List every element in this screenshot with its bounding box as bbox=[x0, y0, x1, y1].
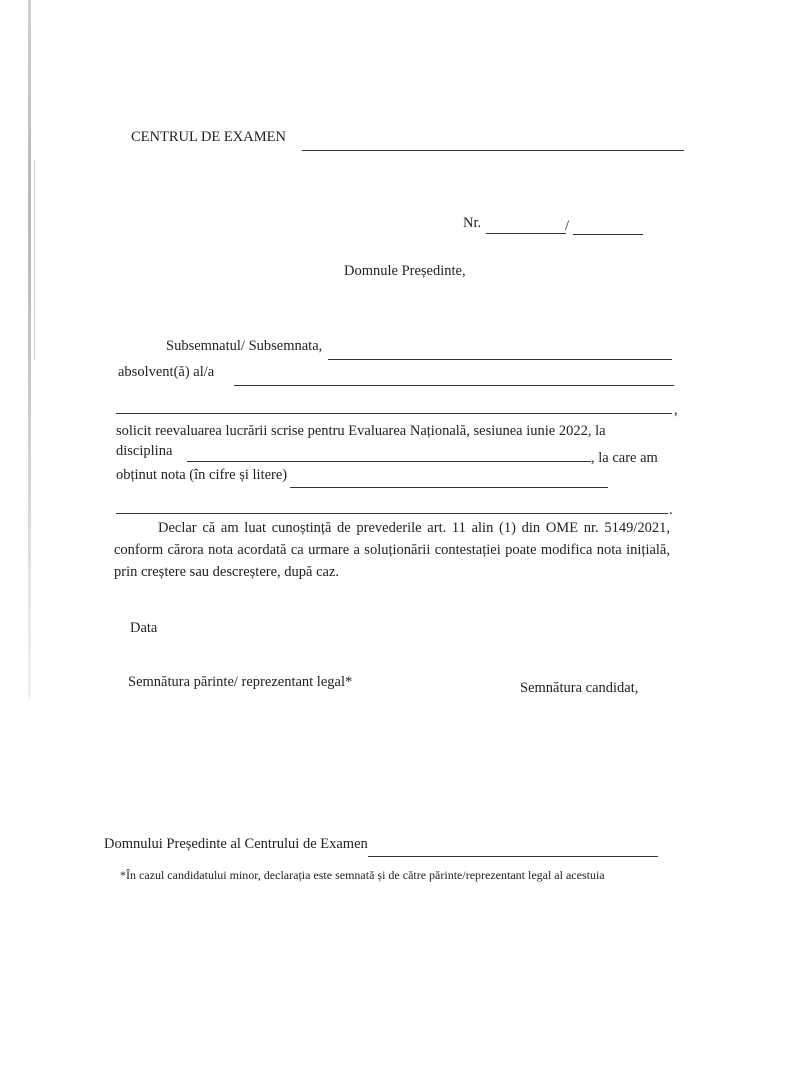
date-label: Data bbox=[130, 620, 158, 636]
scan-edge-line bbox=[34, 160, 35, 360]
addressee: Domnului Președinte al Centrului de Examen bbox=[104, 836, 368, 852]
parent-signature-label: Semnătura părinte/ reprezentant legal* bbox=[128, 674, 353, 690]
nr-field-2[interactable] bbox=[573, 234, 643, 235]
footnote: *În cazul candidatului minor, declarația este semnată și de către părinte/reprezentant legal al acestuia bbox=[120, 868, 605, 882]
comma-end: , bbox=[674, 402, 678, 418]
declaration-paragraph: Declar că am luat cunoștință de prevederile art. 11 alin (1) din OME nr. 5149/2021, conform cărora nota acordată ca urmare a soluționării contestației poate modifica nota inițială, prin creștere sau descreștere, după caz. bbox=[114, 520, 670, 580]
exam-center-label: CENTRUL DE EXAMEN bbox=[131, 129, 286, 145]
scan-edge-shadow bbox=[28, 0, 31, 700]
grade-field[interactable] bbox=[290, 487, 608, 488]
addressee-field[interactable] bbox=[368, 856, 658, 857]
disciplina-label: disciplina bbox=[116, 443, 173, 459]
la-care-text: , la care am bbox=[591, 450, 658, 466]
obtinut-label: obținut nota (în cifre și litere) bbox=[116, 467, 288, 483]
nr-field-1[interactable] bbox=[486, 233, 566, 234]
school-field-1[interactable] bbox=[234, 385, 674, 386]
disciplina-field[interactable] bbox=[187, 461, 591, 462]
subsemnatul-label: Subsemnatul/ Subsemnata, bbox=[166, 338, 323, 354]
nr-label: Nr. bbox=[463, 215, 482, 231]
grade-field-2[interactable] bbox=[116, 513, 668, 514]
absolvent-label: absolvent(ă) al/a bbox=[118, 364, 215, 380]
exam-center-field[interactable] bbox=[302, 150, 684, 151]
name-field[interactable] bbox=[328, 359, 672, 360]
nr-separator: / bbox=[565, 218, 570, 234]
solicit-text: solicit reevaluarea lucrării scrise pentru Evaluarea Națională, sesiunea iunie 2022, la bbox=[116, 423, 606, 439]
salutation: Domnule Președinte, bbox=[344, 263, 466, 279]
candidate-signature-label: Semnătura candidat, bbox=[520, 680, 639, 696]
period-end: . bbox=[669, 502, 673, 518]
school-field-2[interactable] bbox=[116, 413, 672, 414]
